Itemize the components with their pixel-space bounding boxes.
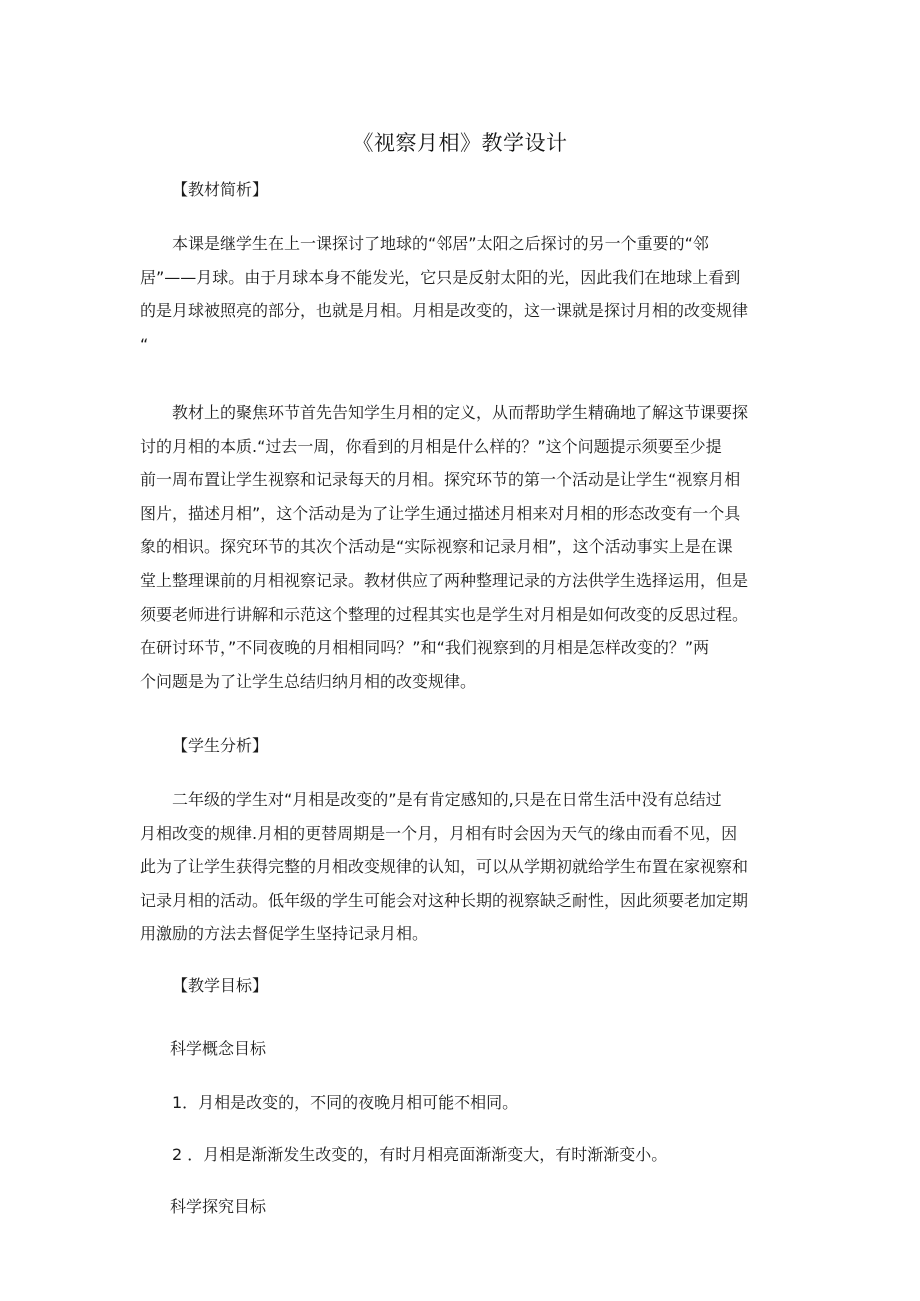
material-paragraph-2 (140, 396, 785, 698)
student-paragraph (140, 783, 785, 951)
document-title: 《视察月相》教学设计 (352, 131, 568, 155)
concept-goals-heading: 科学概念目标 (170, 1039, 267, 1058)
paragraph-line: 此为了让学生获得完整的月相改变规律的认知，可以从学期初就给学生布置在家视察和 (140, 857, 749, 877)
paragraph-line: 用激励的方法去督促学生坚持记录月相。 (140, 924, 429, 944)
paragraph-line: 象的相识。探究环节的其次个活动是“实际视察和记录月相”，这个活动事实上是在课 (140, 537, 733, 557)
paragraph-line: 二年级的学生对“月相是改变的”是有肯定感知的,只是在日常生活中没有总结过 (172, 790, 722, 809)
paragraph-line: 本课是继学生在上一课探讨了地球的“邻居”太阳之后探讨的另一个重要的“邻 (172, 234, 709, 253)
paragraph-line: 月相改变的规律.月相的更替周期是一个月，月相有时会因为天气的缘由而看不见，因 (140, 823, 738, 843)
paragraph-line: “ (140, 334, 149, 354)
paragraph-line: 居”——月球。由于月球本身不能发光，它只是反射太阳的光，因此我们在地球上看到 (140, 267, 741, 287)
paragraph-line: 在研讨环节，”不同夜晚的月相相同吗？”和“我们视察到的月相是怎样改变的？”两 (140, 638, 710, 658)
concept-goal-item-2: 2 ．月相是渐渐发生改变的，有时月相亮面渐渐变大，有时渐渐变小。 (172, 1145, 668, 1164)
section-heading-goals: 【教学目标】 (172, 976, 269, 995)
material-paragraph-1 (140, 227, 785, 361)
paragraph-line: 讨的月相的本质.“过去一周，你看到的月相是什么样的？”这个问题提示须要至少提 (140, 436, 722, 456)
paragraph-line: 须要老师进行讲解和示范这个整理的过程其实也是学生对月相是如何改变的反思过程。 (140, 604, 749, 624)
section-heading-material: 【教材简析】 (172, 180, 269, 199)
inquiry-goals-heading: 科学探究目标 (170, 1197, 267, 1216)
paragraph-line: 记录月相的活动。低年级的学生可能会对这种长期的视察缺乏耐性，因此须要老加定期 (140, 890, 749, 910)
paragraph-line: 前一周布置让学生视察和记录每天的月相。探究环节的第一个活动是让学生“视察月相 (140, 470, 741, 490)
paragraph-line: 图片，描述月相”，这个活动是为了让学生通过描述月相来对月相的形态改变有一个具 (140, 503, 741, 523)
paragraph-line: 教材上的聚焦环节首先告知学生月相的定义，从而帮助学生精确地了解这节课要探 (172, 403, 749, 422)
paragraph-line: 个问题是为了让学生总结归纳月相的改变规律。 (140, 671, 477, 691)
concept-goal-item-1: 1．月相是改变的，不同的夜晚月相可能不相同。 (172, 1093, 519, 1112)
paragraph-line: 的是月球被照亮的部分，也就是月相。月相是改变的，这一课就是探讨月相的改变规律 (140, 301, 749, 321)
section-heading-student: 【学生分析】 (172, 736, 269, 755)
paragraph-line: 堂上整理课前的月相视察记录。教材供应了两种整理记录的方法供学生选择运用，但是 (140, 570, 749, 590)
